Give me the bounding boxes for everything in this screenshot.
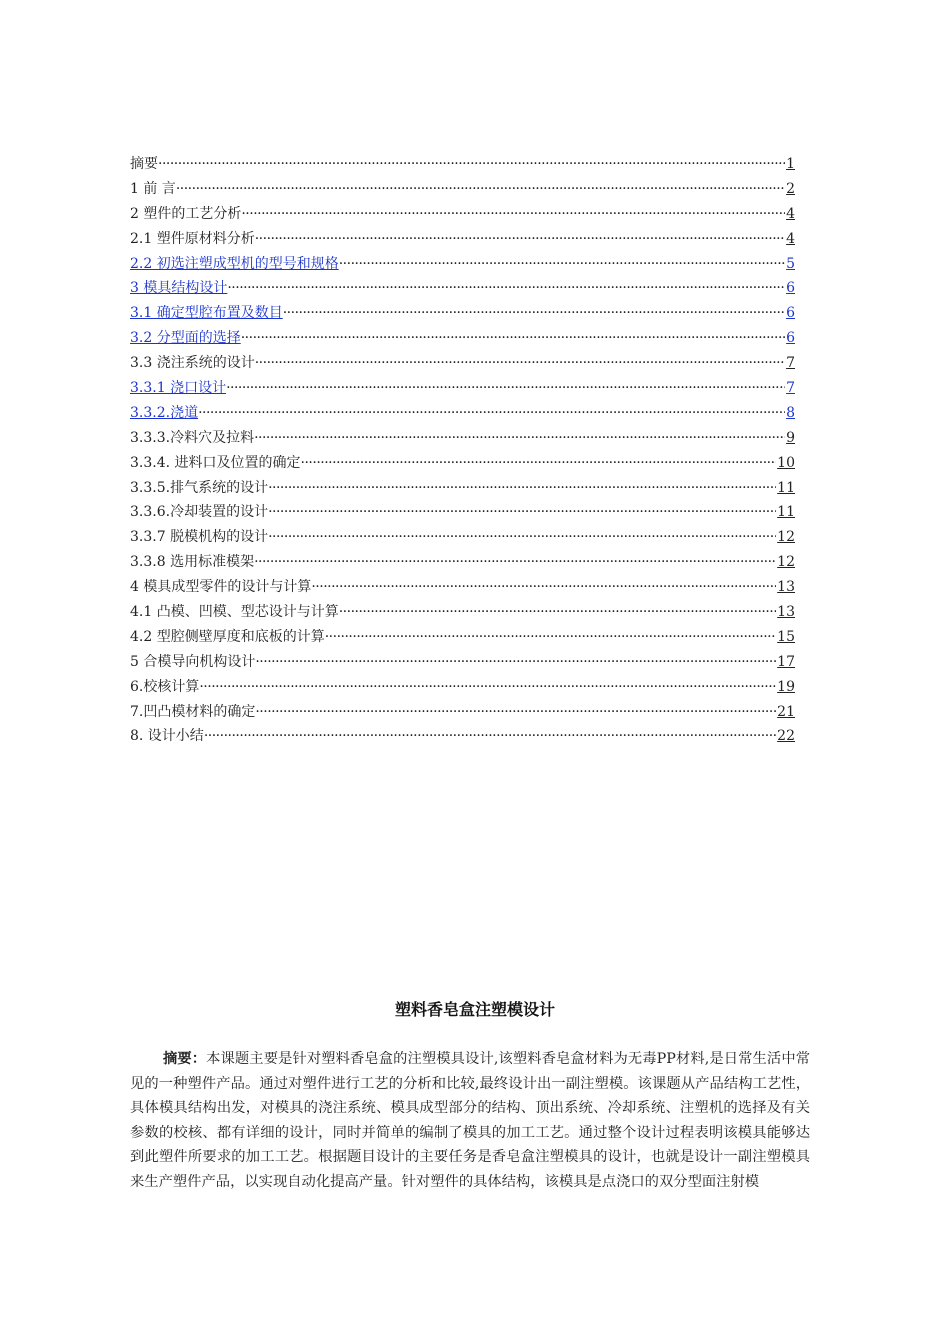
toc-entry-label: 4.2 型腔侧壁厚度和底板的计算 xyxy=(130,628,325,645)
toc-entry-page-number: 22 xyxy=(777,728,795,745)
toc-leader-dots xyxy=(176,177,785,202)
toc-entry xyxy=(130,426,795,451)
toc-leader-dots xyxy=(301,451,777,476)
toc-entry-label: 4.1 凸模、凹模、型芯设计与计算 xyxy=(130,604,339,621)
toc-entry xyxy=(130,152,795,177)
toc-leader-dots xyxy=(254,550,776,575)
toc-entry xyxy=(130,476,795,501)
toc-entry-page-number: 12 xyxy=(777,554,795,571)
toc-entry-label: 3.3.4. 进料口及位置的确定 xyxy=(130,454,301,471)
toc-entry-page-number: 12 xyxy=(777,529,795,546)
abstract-label: 摘要： xyxy=(163,1051,207,1067)
toc-entry-label: 7.凹凸模材料的确定 xyxy=(130,703,256,720)
toc-entry-label: 5 合模导向机构设计 xyxy=(130,653,256,670)
toc-leader-dots xyxy=(158,152,785,177)
toc-leader-dots xyxy=(204,724,776,749)
toc-entry xyxy=(130,625,795,650)
toc-leader-dots xyxy=(268,525,776,550)
toc-entry[interactable] xyxy=(130,376,795,401)
toc-entry-page-number: 17 xyxy=(777,653,795,670)
toc-entry-page-number: 4 xyxy=(786,230,795,247)
toc-entry xyxy=(130,724,795,749)
toc-entry[interactable] xyxy=(130,326,795,351)
toc-leader-dots xyxy=(311,575,776,600)
toc-leader-dots xyxy=(255,351,785,376)
toc-entry-label: 3.3.6.冷却装置的设计 xyxy=(130,504,269,521)
toc-entry-label: 6.校核计算 xyxy=(130,678,200,695)
toc-entry-label: 4 模具成型零件的设计与计算 xyxy=(130,579,312,596)
toc-entry xyxy=(130,600,795,625)
toc-entry-label[interactable]: 3.1 确定型腔布置及数目 xyxy=(130,305,283,322)
toc-entry xyxy=(130,351,795,376)
toc-entry xyxy=(130,700,795,725)
toc-entry-label: 2 塑件的工艺分析 xyxy=(130,205,242,222)
toc-entry-label: 摘要 xyxy=(130,156,158,172)
toc-entry-label: 1 前 言 xyxy=(130,180,176,197)
toc-entry-label[interactable]: 3 模具结构设计 xyxy=(130,280,228,297)
toc-leader-dots xyxy=(283,301,785,326)
toc-entry[interactable] xyxy=(130,401,795,426)
toc-leader-dots xyxy=(325,625,776,650)
toc-entry-label: 8. 设计小结 xyxy=(130,728,204,745)
toc-entry-page-number: 1 xyxy=(786,156,795,172)
toc-entry[interactable] xyxy=(130,301,795,326)
toc-leader-dots xyxy=(339,252,785,277)
toc-entry xyxy=(130,177,795,202)
toc-entry-page-number: 19 xyxy=(777,678,795,695)
toc-entry xyxy=(130,202,795,227)
toc-entry-page-number[interactable]: 6 xyxy=(786,330,795,347)
toc-entry xyxy=(130,650,795,675)
toc-entry-page-number: 10 xyxy=(777,454,795,471)
toc-entry-label: 3.3.3.冷料穴及拉料 xyxy=(130,429,255,446)
toc-leader-dots xyxy=(339,600,776,625)
abstract-text: 本课题主要是针对塑料香皂盒的注塑模具设计,该塑料香皂盒材料为无毒PP材料,是日常生活中常见的一种塑件产品。通过对塑件进行工艺的分析和比较,最终设计出一副注塑模。该课题从产品结构工艺性，具体模具结构出发，对模具的浇注系统、模具成型部分的结构、顶出系统、冷却系统、注塑机的选择及有关参数的校核、都有详细的设计，同时并简单的编制了模具的加工工艺。通过整个设计过程表明该模具能够达到此塑件所要求的加工工艺。根据题目设计的主要任务是香皂盒注塑模具的设计，也就是设计一副注塑模具来生产塑件产品，以实现自动化提高产量。针对塑件的具体结构，该模具是点浇口的双分型面注射模 xyxy=(130,1051,811,1190)
toc-entry-page-number: 4 xyxy=(786,205,795,222)
toc-leader-dots xyxy=(255,650,776,675)
toc-leader-dots xyxy=(268,500,776,525)
toc-entry-label: 3.3.5.排气系统的设计 xyxy=(130,479,269,496)
toc-entry[interactable] xyxy=(130,252,795,277)
toc-entry[interactable] xyxy=(130,276,795,301)
toc-leader-dots xyxy=(199,675,776,700)
toc-entry-page-number: 7 xyxy=(786,355,795,372)
toc-entry-page-number: 2 xyxy=(786,180,795,197)
toc-entry-page-number: 9 xyxy=(786,429,795,446)
toc-entry-page-number: 13 xyxy=(777,604,795,621)
toc-leader-dots xyxy=(255,700,776,725)
toc-entry-label[interactable]: 3.3.1 浇口设计 xyxy=(130,380,227,397)
toc-leader-dots xyxy=(268,476,776,501)
toc-entry-page-number: 11 xyxy=(777,504,795,521)
toc-entry-page-number: 15 xyxy=(777,628,795,645)
toc-entry-label: 2.1 塑件原材料分析 xyxy=(130,230,255,247)
toc-entry-page-number: 13 xyxy=(777,579,795,596)
toc-entry-label: 3.3 浇注系统的设计 xyxy=(130,355,255,372)
table-of-contents xyxy=(130,152,795,749)
toc-leader-dots xyxy=(254,426,785,451)
toc-leader-dots xyxy=(255,227,785,252)
toc-leader-dots xyxy=(226,376,785,401)
toc-entry xyxy=(130,525,795,550)
toc-entry-label: 3.3.8 选用标准模架 xyxy=(130,554,255,571)
toc-entry-page-number[interactable]: 6 xyxy=(786,280,795,297)
toc-entry-page-number[interactable]: 7 xyxy=(786,380,795,397)
toc-entry-label[interactable]: 3.2 分型面的选择 xyxy=(130,330,241,347)
toc-entry xyxy=(130,227,795,252)
toc-leader-dots xyxy=(241,202,785,227)
toc-entry xyxy=(130,500,795,525)
toc-entry-page-number: 11 xyxy=(777,479,795,496)
toc-entry-label[interactable]: 3.3.2.浇道 xyxy=(130,404,199,421)
toc-entry-page-number[interactable]: 8 xyxy=(786,404,795,421)
toc-leader-dots xyxy=(198,401,785,426)
toc-entry xyxy=(130,451,795,476)
toc-leader-dots xyxy=(227,276,785,301)
document-title: 塑料香皂盒注塑模设计 xyxy=(394,1000,555,1019)
toc-entry-page-number[interactable]: 6 xyxy=(786,305,795,322)
toc-leader-dots xyxy=(241,326,785,351)
abstract-paragraph xyxy=(130,1047,810,1195)
toc-entry xyxy=(130,550,795,575)
toc-entry xyxy=(130,575,795,600)
toc-entry-page-number[interactable]: 5 xyxy=(786,255,795,272)
toc-entry-page-number: 21 xyxy=(777,703,795,720)
toc-entry-label[interactable]: 2.2 初选注塑成型机的型号和规格 xyxy=(130,255,339,272)
toc-entry xyxy=(130,675,795,700)
toc-entry-label: 3.3.7 脱模机构的设计 xyxy=(130,529,269,546)
